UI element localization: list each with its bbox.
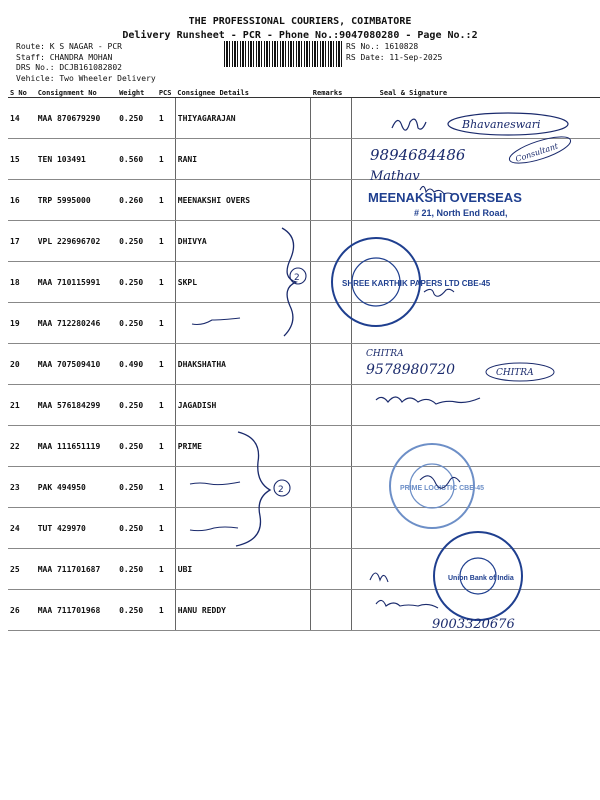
cell-pcs: 1 [157, 590, 175, 631]
table-row [8, 262, 600, 303]
cell-consignee: JAGADISH [175, 385, 311, 426]
runsheet-title: Delivery Runsheet - PCR - Phone No.:9047080280 - Page No.:2 [122, 30, 478, 41]
phone-15: 9894684486 [370, 146, 466, 164]
cell-remarks [311, 467, 352, 508]
cell-sno: 15 [8, 139, 36, 180]
cell-seal-signature [352, 344, 600, 385]
cell-seal-signature [352, 549, 600, 590]
cell-weight: 0.250 [117, 221, 157, 262]
cell-consignment-no: PAK 494950 [36, 467, 117, 508]
cell-sno: 20 [8, 344, 36, 385]
cell-consignment-no: TEN 103491 [36, 139, 117, 180]
col-consignee: Consignee Details [175, 88, 311, 98]
company-title: THE PROFESSIONAL COURIERS, COIMBATORE [188, 16, 412, 27]
cell-consignment-no: MAA 712280246 [36, 303, 117, 344]
cell-remarks [311, 426, 352, 467]
runsheet-info [346, 42, 442, 63]
cell-weight: 0.250 [117, 508, 157, 549]
cell-remarks [311, 344, 352, 385]
cell-sno: 26 [8, 590, 36, 631]
staff: Staff: CHANDRA MOHAN [16, 52, 113, 62]
cell-consignee: DHAKSHATHA [175, 344, 311, 385]
cell-weight: 0.250 [117, 426, 157, 467]
brace-mark-17: 2 [294, 273, 300, 283]
stamp-meenakshi-name: MEENAKSHI OVERSEAS [368, 190, 522, 205]
cell-seal-signature [352, 221, 600, 262]
cell-consignee [175, 303, 311, 344]
cell-weight: 0.250 [117, 385, 157, 426]
cell-remarks [311, 590, 352, 631]
cell-weight: 0.560 [117, 139, 157, 180]
table-row [8, 344, 600, 385]
cell-consignee: UBI [175, 549, 311, 590]
route: Route: K S NAGAR - PCR [16, 42, 122, 51]
cell-sno: 14 [8, 98, 36, 139]
cell-pcs: 1 [157, 426, 175, 467]
col-consignment: Consignment No [36, 88, 117, 98]
cell-remarks [311, 262, 352, 303]
cell-consignment-no: MAA 707509410 [36, 344, 117, 385]
col-pcs: PCS [157, 88, 175, 98]
table-row [8, 590, 600, 631]
cell-consignee: RANI [175, 139, 311, 180]
table-row [8, 508, 600, 549]
cell-weight: 0.250 [117, 467, 157, 508]
cell-seal-signature [352, 139, 600, 180]
cell-weight: 0.260 [117, 180, 157, 221]
barcode [224, 41, 342, 67]
cell-consignee: HANU REDDY [175, 590, 311, 631]
cell-pcs: 1 [157, 549, 175, 590]
cell-seal-signature [352, 303, 600, 344]
cell-consignment-no: MAA 711701968 [36, 590, 117, 631]
cell-seal-signature [352, 385, 600, 426]
cell-sno: 22 [8, 426, 36, 467]
cell-consignee: PRIME [175, 426, 311, 467]
col-remarks: Remarks [311, 88, 352, 98]
col-sno: S No [8, 88, 36, 98]
cell-consignment-no: MAA 710115991 [36, 262, 117, 303]
stamp-karthik-text: SHREE KARTHIK PAPERS LTD CBE-45 [342, 279, 491, 288]
cell-sno: 19 [8, 303, 36, 344]
cell-weight: 0.250 [117, 590, 157, 631]
cell-pcs: 1 [157, 303, 175, 344]
table-row [8, 467, 600, 508]
rs-number: RS No.: 1610828 [346, 42, 419, 51]
cell-consignee: MEENAKSHI OVERS [175, 180, 311, 221]
cell-remarks [311, 221, 352, 262]
cell-consignment-no: MAA 576184299 [36, 385, 117, 426]
cell-consignee [175, 467, 311, 508]
table-row [8, 139, 600, 180]
cell-pcs: 1 [157, 262, 175, 303]
cell-pcs: 1 [157, 508, 175, 549]
cell-pcs: 1 [157, 180, 175, 221]
cell-remarks [311, 508, 352, 549]
brace-mark-22: 2 [278, 485, 284, 495]
stamp-prime-text: PRIME LOGISTIC CBE-45 [400, 485, 485, 492]
name-20: CHITRA [496, 368, 534, 378]
cell-sno: 24 [8, 508, 36, 549]
table-row [8, 549, 600, 590]
cell-pcs: 1 [157, 344, 175, 385]
cell-weight: 0.490 [117, 344, 157, 385]
phone-26: 9003320676 [432, 617, 515, 632]
cell-pcs: 1 [157, 98, 175, 139]
cell-consignment-no: MAA 111651119 [36, 426, 117, 467]
name-15: Mathav [370, 169, 420, 184]
table-row [8, 426, 600, 467]
cell-consignee [175, 508, 311, 549]
cell-remarks [311, 549, 352, 590]
drs-number: DRS No.: DCJB161082802 [16, 63, 122, 72]
cell-pcs: 1 [157, 385, 175, 426]
cell-seal-signature [352, 98, 600, 139]
table-row [8, 98, 600, 139]
cell-seal-signature [352, 590, 600, 631]
cell-weight: 0.250 [117, 98, 157, 139]
cell-consignee: SKPL [175, 262, 311, 303]
signature-14-text: Bhavaneswari [462, 118, 541, 131]
cell-remarks [311, 180, 352, 221]
table-row [8, 303, 600, 344]
cell-seal-signature [352, 508, 600, 549]
table-row [8, 221, 600, 262]
cell-weight: 0.250 [117, 262, 157, 303]
cell-consignee: DHIVYA [175, 221, 311, 262]
cell-remarks [311, 385, 352, 426]
stamp-bank-text: Union Bank of India [448, 575, 514, 582]
cell-weight: 0.250 [117, 549, 157, 590]
cell-sno: 23 [8, 467, 36, 508]
col-weight: Weight [117, 88, 157, 98]
cell-remarks [311, 303, 352, 344]
vehicle: Vehicle: Two Wheeler Delivery [16, 73, 156, 83]
col-signature: Seal & Signature [352, 88, 600, 98]
rs-date: RS Date: 11-Sep-2025 [346, 52, 443, 62]
cell-remarks [311, 139, 352, 180]
runsheet-table [8, 88, 600, 631]
route-info [16, 42, 156, 84]
cell-consignment-no: TRP 5995000 [36, 180, 117, 221]
cell-seal-signature [352, 262, 600, 303]
cell-seal-signature [352, 467, 600, 508]
cell-sno: 25 [8, 549, 36, 590]
cell-pcs: 1 [157, 467, 175, 508]
cell-consignment-no: MAA 870679290 [36, 98, 117, 139]
table-header [8, 88, 600, 98]
cell-consignment-no: MAA 711701687 [36, 549, 117, 590]
phone-20: 9578980720 [366, 362, 456, 378]
name-20-top: CHITRA [366, 349, 404, 359]
cell-sno: 18 [8, 262, 36, 303]
cell-sno: 21 [8, 385, 36, 426]
cell-pcs: 1 [157, 221, 175, 262]
cell-weight: 0.250 [117, 303, 157, 344]
cell-remarks [311, 98, 352, 139]
stamp-meenakshi-address: # 21, North End Road, [414, 208, 508, 218]
cell-pcs: 1 [157, 139, 175, 180]
cell-sno: 16 [8, 180, 36, 221]
table-row [8, 385, 600, 426]
note-15: Consultant [514, 141, 560, 164]
cell-sno: 17 [8, 221, 36, 262]
cell-consignment-no: VPL 229696702 [36, 221, 117, 262]
cell-consignment-no: TUT 429970 [36, 508, 117, 549]
cell-seal-signature [352, 426, 600, 467]
cell-consignee: THIYAGARAJAN [175, 98, 311, 139]
